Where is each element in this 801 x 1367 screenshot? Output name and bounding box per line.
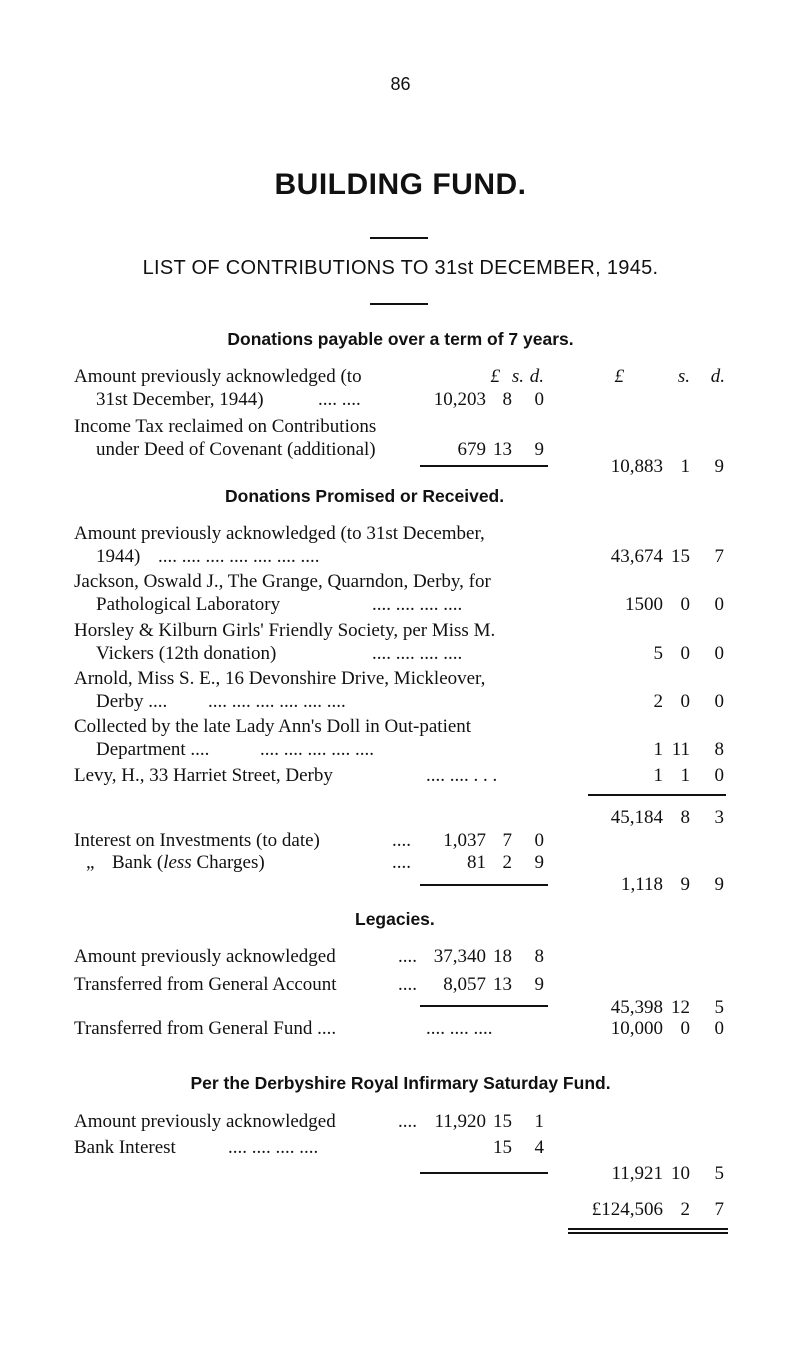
amount-pounds: 1 [653,765,663,786]
amount-shillings: 0 [680,691,690,712]
amount-shillings: 8 [502,389,512,410]
amount-shillings: 0 [680,594,690,615]
amount-pence: 0 [714,691,724,712]
list-item-label: Horsley & Kilburn Girls' Friendly Society, per Miss M. [74,620,496,641]
subtotal-rule [420,884,548,886]
list-item-label-cont: Department .... [96,739,210,760]
amount-pounds: 37,340 [433,946,486,967]
saturday-row2-label: Bank Interest [74,1137,176,1158]
total-pence: 3 [714,807,724,828]
subtitle-rule [370,303,428,305]
leader-dots: .... [398,1111,417,1132]
amount-pounds: 1 [653,739,663,760]
list-item-label-cont: Vickers (12th donation) [96,643,277,664]
leader-dots: .... .... .... .... [372,594,463,615]
total-pence: 9 [714,456,724,477]
section-heading-term: Donations payable over a term of 7 years. [227,329,574,349]
total-pence: 5 [714,1163,724,1184]
grand-total-pounds: £124,506 [591,1199,663,1220]
amount-pence: 0 [714,1018,724,1039]
amount-shillings: 15 [493,1137,512,1158]
column-header-pence-right: d. [710,366,725,387]
amount-pence: 0 [714,765,724,786]
amount-pounds: 1500 [625,594,663,615]
amount-shillings: 0 [680,643,690,664]
term-row1-label: Amount previously acknowledged (to [74,366,362,387]
amount-pence: 4 [534,1137,544,1158]
amount-pence: 7 [714,546,724,567]
amount-pence: 0 [534,389,544,410]
leader-dots: .... .... .... .... .... .... .... [158,546,320,567]
grand-total-rule-top [568,1228,728,1230]
leader-dots: .... .... .... .... [372,643,463,664]
amount-pence: 0 [714,643,724,664]
amount-shillings: 13 [493,439,512,460]
amount-pence: 9 [534,852,544,873]
list-item-label-cont: 1944) [96,546,141,567]
legacies-row2-label: Transferred from General Account [74,974,337,995]
total-rule [588,794,726,796]
leader-dots: .... [392,830,411,851]
column-header-shillings-left: s. [511,366,524,387]
amount-shillings: 2 [502,852,512,873]
amount-pounds: 43,674 [610,546,663,567]
amount-shillings: 13 [493,974,512,995]
leader-dots: .... .... .... [426,1018,493,1039]
leader-dots: .... .... .... .... [228,1137,319,1158]
column-header-pounds-right: £ [614,366,624,387]
total-shillings: 12 [671,997,690,1018]
amount-pence: 0 [534,830,544,851]
column-header-shillings-right: s. [677,366,690,387]
title-rule [370,237,428,239]
amount-shillings: 1 [680,765,690,786]
subtotal-rule [420,1172,548,1174]
saturday-row1-label: Amount previously acknowledged [74,1111,336,1132]
amount-pounds: 10,000 [610,1018,663,1039]
amount-shillings: 0 [680,1018,690,1039]
amount-shillings: 15 [671,546,690,567]
section-heading-promised: Donations Promised or Received. [225,486,505,506]
term-row2-label: Income Tax reclaimed on Contributions [74,416,377,437]
total-pence: 9 [714,874,724,895]
amount-pounds: 679 [457,439,486,460]
total-pounds: 1,118 [620,874,663,895]
total-pence: 5 [714,997,724,1018]
list-item-label: Amount previously acknowledged (to 31st December, [74,523,485,544]
grand-total-rule-bottom [568,1232,728,1234]
amount-pounds: 1,037 [443,830,486,851]
ditto-mark: „ [86,852,95,873]
total-pounds: 11,921 [611,1163,663,1184]
amount-pounds: 2 [653,691,663,712]
amount-pence: 0 [714,594,724,615]
page-subtitle: LIST OF CONTRIBUTIONS TO 31st DECEMBER, 1945. [142,257,659,279]
amount-shillings: 7 [502,830,512,851]
grand-total-pence: 7 [714,1199,724,1220]
list-item-label: Levy, H., 33 Harriet Street, Derby [74,765,333,786]
list-item-label-cont: Derby .... [96,691,168,712]
total-pounds: 10,883 [610,456,663,477]
column-header-pence-left: d. [529,366,544,387]
total-shillings: 9 [680,874,690,895]
leader-dots: .... .... .... .... .... [260,739,374,760]
amount-pence: 8 [714,739,724,760]
section-heading-saturday: Per the Derbyshire Royal Infirmary Saturday Fund. [190,1073,611,1093]
subtotal-rule [420,465,548,467]
leader-dots: .... [392,852,411,873]
amount-pence: 9 [534,974,544,995]
term-row1-label-cont: 31st December, 1944) [96,389,264,410]
amount-pence: 9 [534,439,544,460]
amount-shillings: 15 [493,1111,512,1132]
list-item-label: Collected by the late Lady Ann's Doll in Out-patient [74,716,472,737]
total-shillings: 8 [680,807,690,828]
amount-pounds: 10,203 [433,389,486,410]
leader-dots: .... .... .... .... .... .... [208,691,346,712]
page-title: BUILDING FUND. [274,168,527,201]
section-heading-legacies: Legacies. [355,909,435,929]
leader-dots: .... .... [318,389,361,410]
legacies-row1-label: Amount previously acknowledged [74,946,336,967]
amount-shillings: 18 [493,946,512,967]
interest-row2-label: Bank (less Charges) [112,852,265,873]
legacies-row3-label: Transferred from General Fund .... [74,1018,337,1039]
interest-row1-label: Interest on Investments (to date) [74,830,320,851]
total-shillings: 1 [680,456,690,477]
amount-pounds: 81 [467,852,486,873]
list-item-label: Jackson, Oswald J., The Grange, Quarndon, Derby, for [74,571,491,592]
term-row2-label-cont: under Deed of Covenant (additional) [96,439,376,460]
leader-dots: .... [398,946,417,967]
list-item-label-cont: Pathological Laboratory [96,594,281,615]
amount-pence: 1 [534,1111,544,1132]
leader-dots: .... .... . . . [426,765,498,786]
leader-dots: .... [398,974,417,995]
grand-total-shillings: 2 [680,1199,690,1220]
total-pounds: 45,398 [610,997,663,1018]
page-number: 86 [390,74,411,94]
amount-pence: 8 [534,946,544,967]
column-header-pounds-left: £ [490,366,500,387]
amount-pounds: 5 [653,643,663,664]
amount-pounds: 8,057 [443,974,486,995]
amount-shillings: 11 [671,739,690,760]
list-item-label: Arnold, Miss S. E., 16 Devonshire Drive, Mickleover, [74,668,486,689]
amount-pounds: 11,920 [434,1111,486,1132]
subtotal-rule [420,1005,548,1007]
total-pounds: 45,184 [610,807,663,828]
total-shillings: 10 [671,1163,690,1184]
